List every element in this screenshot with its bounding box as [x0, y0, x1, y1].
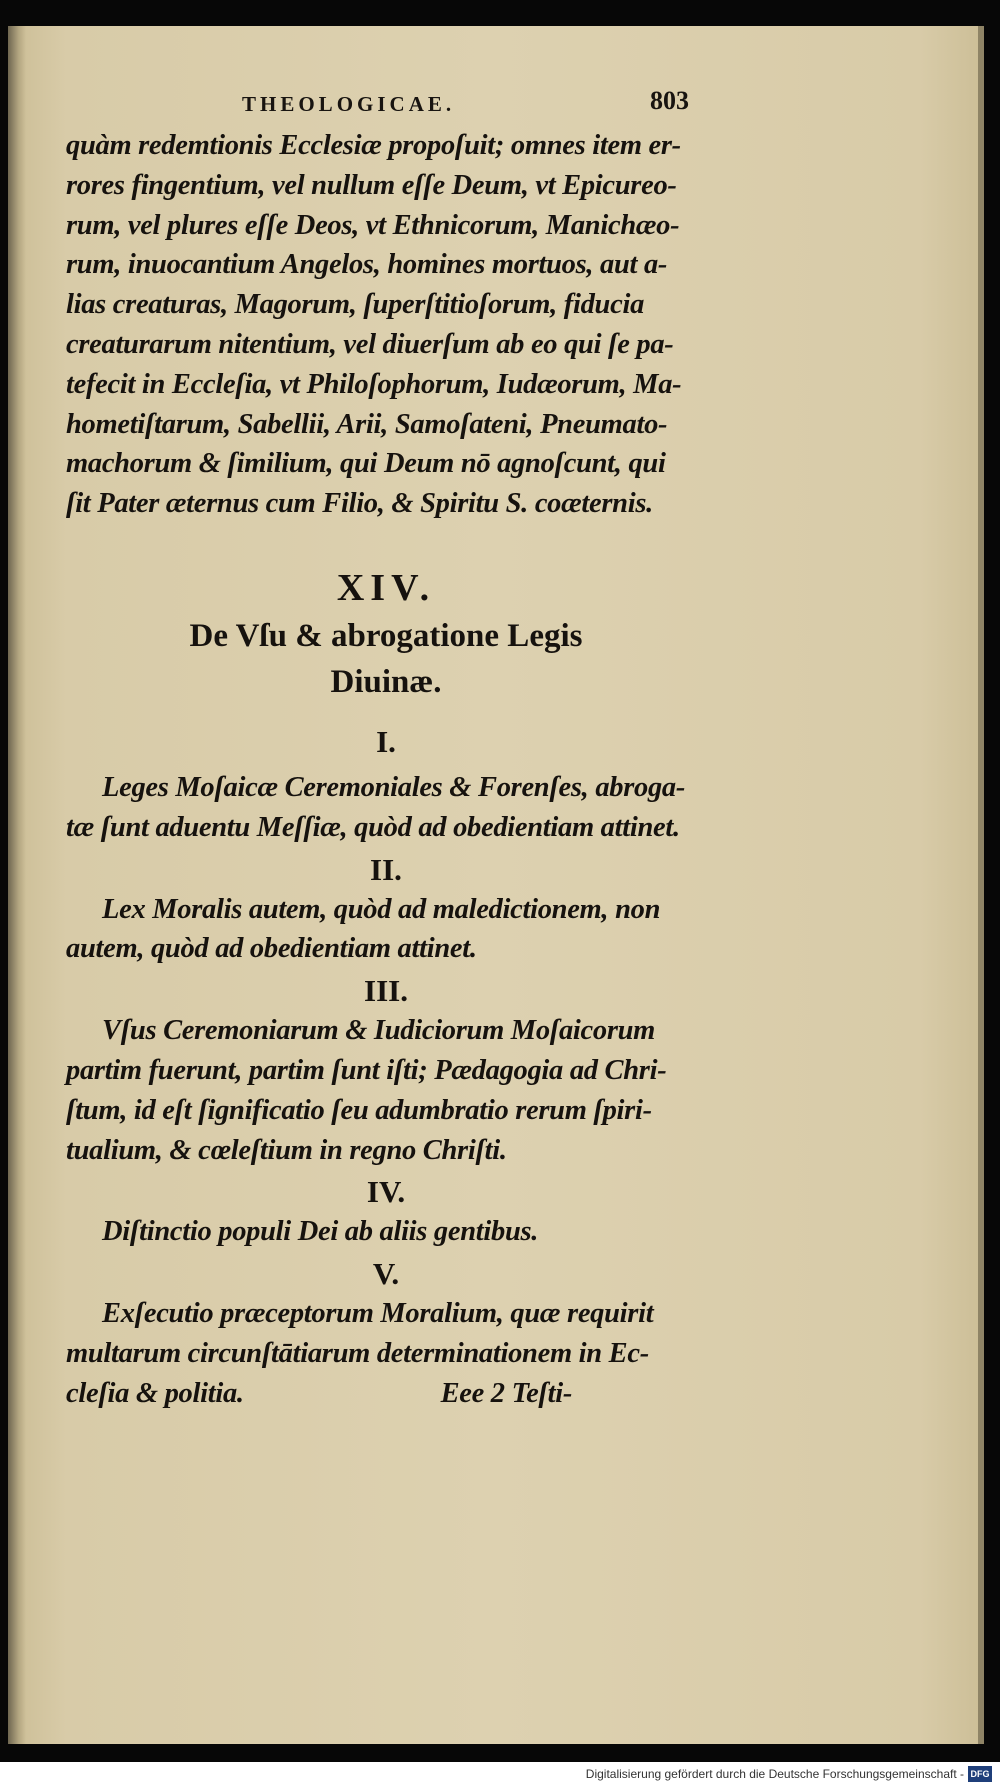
- thesis-text: [66, 1011, 706, 1170]
- section-title-line-1: De Vſu & abrogatione Legis: [189, 617, 583, 654]
- text-line: Diſtinctio populi Dei ab aliis gentibus.: [102, 1216, 539, 1248]
- thesis-number: V.: [372, 1256, 400, 1292]
- text-line: multarum circunſtātiarum determinationem in Ec-: [66, 1337, 649, 1369]
- thesis-number: I.: [376, 723, 396, 759]
- funding-credit: Digitalisierung gefördert durch die Deutsche Forschungsgemeinschaft -: [585, 1767, 964, 1781]
- running-head: THEOLOGICAE.: [242, 92, 456, 116]
- section-number: XIV.: [336, 566, 436, 609]
- text-line: creaturarum nitentium, vel diuerſum ab eo qui ſe pa-: [66, 328, 674, 360]
- text-line: Lex Moralis autem, quòd ad maledictionem, non: [102, 893, 661, 925]
- book-page: [8, 26, 984, 1744]
- signature-mark: Eee 2: [440, 1377, 505, 1409]
- thesis-text: [66, 890, 706, 970]
- text-line: lias creaturas, Magorum, ſuperſtitioſorum, fiducia: [66, 289, 645, 321]
- thesis-text: [66, 1212, 706, 1252]
- footer-bar: [0, 1762, 1000, 1788]
- text-line: tæ ſunt aduentu Meſſiæ, quòd ad obedientiam attinet.: [66, 811, 680, 843]
- text-line: Exſecutio præceptorum Moralium, quæ requirit: [102, 1298, 654, 1330]
- opening-paragraph: [66, 126, 706, 524]
- text-line: partim fuerunt, partim ſunt iſti; Pædagogia ad Chri-: [66, 1054, 667, 1086]
- section-title-line-2: Diuinæ.: [330, 663, 442, 700]
- text-line: quàm redemtionis Ecclesiæ propoſuit; omnes item er-: [66, 130, 681, 161]
- thesis-text: [66, 1294, 706, 1413]
- text-line: Vſus Ceremoniarum & Iudiciorum Moſaicorum: [102, 1015, 656, 1047]
- text-line: hometiſtarum, Sabellii, Arii, Samoſateni, Pneumato-: [66, 408, 668, 440]
- text-line: ſit Pater æternus cum Filio, & Spiritu S. coæternis.: [66, 488, 653, 520]
- page-header: [8, 84, 984, 124]
- text-line: cleſia & politia.: [66, 1377, 244, 1409]
- text-line: autem, quòd ad obedientiam attinet.: [66, 933, 477, 965]
- thesis-text: [66, 768, 706, 848]
- dfg-logo: DFG: [968, 1766, 992, 1782]
- text-line: tualium, & cœleſtium in regno Chriſti.: [66, 1134, 507, 1166]
- page-gutter: [8, 26, 26, 1744]
- text-line: Leges Moſaicæ Ceremoniales & Forenſes, abroga-: [102, 771, 686, 803]
- text-line: rores fingentium, vel nullum eſſe Deum, vt Epicureo-: [66, 169, 677, 201]
- text-line: rum, vel plures eſſe Deos, vt Ethnicorum, Manichæo-: [66, 209, 680, 241]
- last-line: [66, 1374, 706, 1414]
- page-number: 803: [650, 86, 689, 115]
- catchword: Teſti-: [511, 1377, 573, 1409]
- thesis-number: III.: [364, 973, 408, 1009]
- text-line: tefecit in Eccleſia, vt Philoſophorum, Iudæorum, Ma-: [66, 368, 682, 400]
- text-line: rum, inuocantium Angelos, homines mortuos, aut a-: [66, 249, 668, 281]
- thesis-number: II.: [370, 851, 402, 887]
- text-line: ſtum, id eſt ſignificatio ſeu adumbratio rerum ſpiri-: [66, 1094, 652, 1126]
- text-block: [66, 126, 706, 1414]
- text-line: machorum & ſimilium, qui Deum nō agnoſcunt, qui: [66, 448, 666, 480]
- thesis-number: IV.: [366, 1174, 406, 1210]
